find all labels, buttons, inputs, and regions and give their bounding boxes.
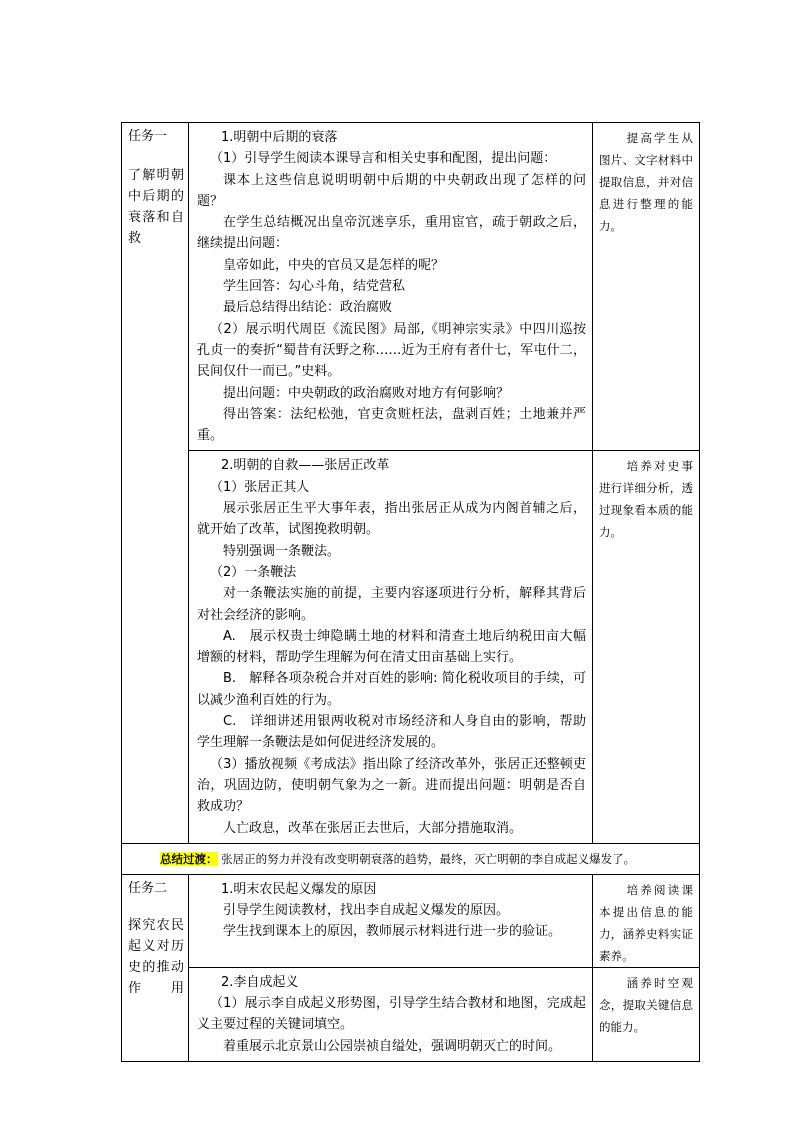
note-text: 涵养时空观念，提取关键信息的能力。 xyxy=(599,975,693,1034)
task2-section1-note xyxy=(593,874,700,967)
paragraph: 展示张居正生平大事年表，指出张居正从成为内阁首辅之后，就开始了改革，试图挽救明朝。 xyxy=(197,501,586,538)
paragraph: 人亡政息，改革在张居正去世后，大部分措施取消。 xyxy=(223,820,523,836)
paragraph: （2）一条鞭法 xyxy=(210,564,297,580)
lesson-plan-table xyxy=(121,122,700,1062)
task2-section1-content xyxy=(189,874,593,967)
note-text: 培养对史事进行详细分析，透过现象看本质的能力。 xyxy=(599,459,693,540)
paragraph: （1）展示李自成起义形势图，引导学生结合教材和地图，完成起义主要过程的关键词填空。 xyxy=(197,996,586,1033)
task2-row-2 xyxy=(122,967,700,1061)
paragraph: 提出问题：中央朝政的政治腐败对地方有何影响？ xyxy=(223,385,510,401)
task1-section1-title: 1.明朝中后期的衰落 xyxy=(221,130,338,145)
task1-goal: 了解明朝中后期的衰落和自救 xyxy=(128,168,184,246)
task1-label-cell xyxy=(122,123,189,844)
paragraph: 最后总结得出结论：政治腐败 xyxy=(223,300,393,316)
paragraph: 得出答案：法纪松弛，官吏贪赃枉法，盘剥百姓；土地兼并严重。 xyxy=(197,406,586,444)
task1-section1-note xyxy=(593,123,700,451)
paragraph: 在学生总结概况出皇帝沉迷享乐，重用宦官，疏于朝政之后，继续提出问题： xyxy=(197,215,586,252)
paragraph: （3）播放视频《考成法》指出除了经济改革外，张居正还整顿吏治，巩固边防，使明朝气象为之一新。进而提出问题：明朝是否自救成功？ xyxy=(197,756,586,815)
summary-text: 张居正的努力并没有改变明朝衰落的趋势，最终，灭亡明朝的李自成起义爆发了。 xyxy=(221,851,636,866)
task2-goal: 探究农民起义对历史的推动作用 xyxy=(128,917,184,996)
note-text: 提高学生从图片、文字材料中提取信息，并对信息进行整理的能力。 xyxy=(599,131,693,233)
task2-section2-content xyxy=(189,967,593,1061)
paragraph: 引导学生阅读教材，找出李自成起义爆发的原因。 xyxy=(223,903,510,919)
paragraph: （2）展示明代周臣《流民图》局部,《明神宗实录》中四川巡按孔贞一的奏折“蜀昔有沃野之称……近为王府有者什七，军屯什二，民间仅什一而已。”史料。 xyxy=(197,321,586,380)
task2-row-1 xyxy=(122,874,700,967)
paragraph: 特别强调一条鞭法。 xyxy=(223,543,341,559)
paragraph: 学生找到课本上的原因，教师展示材料进行进一步的验证。 xyxy=(223,924,562,940)
task1-section1-content xyxy=(189,123,593,451)
task2-section2-title: 2.李自成起义 xyxy=(221,974,299,990)
paragraph: B. 解释各项杂税合并对百姓的影响: 简化税收项目的手续，可以减少渔利百姓的行为。 xyxy=(197,671,586,708)
summary-cell xyxy=(122,843,700,874)
paragraph: 皇帝如此，中央的官员又是怎样的呢？ xyxy=(223,257,445,273)
task1-section2-content xyxy=(189,451,593,843)
paragraph: 课本上这些信息说明明朝中后期的中央朝政出现了怎样的问题？ xyxy=(197,172,586,209)
task1-row-2 xyxy=(122,451,700,843)
paragraph: （1）张居正其人 xyxy=(210,479,310,495)
task1-section2-title: 2.明朝的自救——张居正改革 xyxy=(221,458,390,474)
paragraph: A. 展示权贵士绅隐瞒土地的材料和清查土地后纳税田亩大幅增额的材料，帮助学生理解为何在清丈田亩基础上实行。 xyxy=(197,628,586,666)
paragraph: 着重展示北京景山公园崇祯自缢处，强调明朝灭亡的时间。 xyxy=(223,1038,562,1054)
summary-row xyxy=(122,843,700,874)
paragraph: （1）引导学生阅读本课导言和相关史事和配图，提出问题： xyxy=(210,151,557,167)
task2-section2-note xyxy=(593,967,700,1061)
paragraph: 学生回答：勾心斗角，结党营私 xyxy=(223,279,406,295)
summary-label: 总结过渡： xyxy=(160,851,218,866)
task2-section1-title: 1.明末农民起义爆发的原因 xyxy=(221,881,377,897)
task2-name: 任务二 xyxy=(128,880,168,896)
task1-name: 任务一 xyxy=(128,129,168,144)
paragraph: 对一条鞭法实施的前提，主要内容逐项进行分析，解释其背后对社会经济的影响。 xyxy=(197,586,586,623)
task1-row-1 xyxy=(122,123,700,451)
task2-label-cell xyxy=(122,874,189,1061)
paragraph: C. 详细讲述用银两收税对市场经济和人身自由的影响，帮助学生理解一条鞭法是如何促进经济发展的。 xyxy=(197,714,586,751)
note-text: 培养阅读课本提出信息的能力，涵养史料实证素养。 xyxy=(599,882,693,963)
task1-section2-note xyxy=(593,451,700,843)
